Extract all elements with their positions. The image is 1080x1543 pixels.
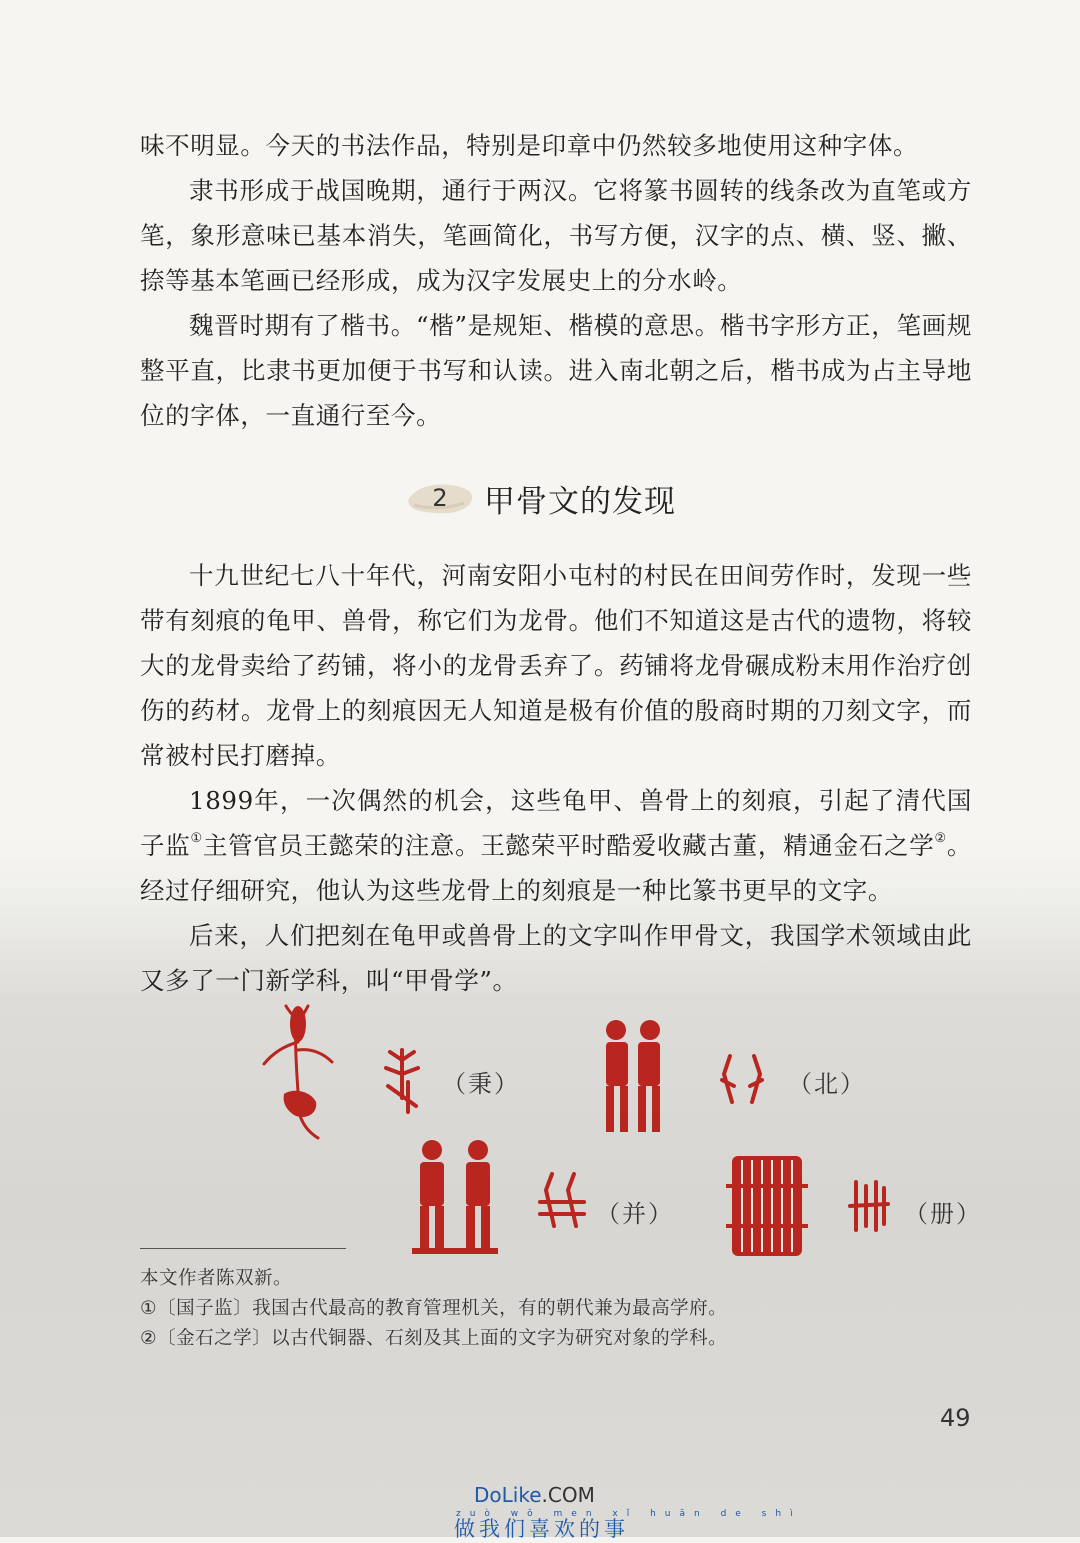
caption-bing: （秉） — [442, 1070, 520, 1098]
oracle-bing-together-icon — [534, 1170, 590, 1230]
footnote-divider — [140, 1248, 346, 1249]
bamboo-slips-bundle-image — [722, 1150, 812, 1262]
section-heading — [404, 468, 676, 528]
oracle-ce-icon — [848, 1178, 890, 1234]
paragraph-kaishu: 魏晋时期有了楷书。“楷”是规矩、楷模的意思。楷书字形方正，笔画规整平直，比隶书更加便于书写和认读。进入南北朝之后，楷书成为占主导地位的字体，一直通行至今。 — [140, 311, 972, 430]
paragraph-1899 — [140, 778, 972, 913]
page-number: 49 — [940, 1404, 971, 1432]
watermark-logo — [474, 1483, 595, 1507]
watermark-pinyin: zuò wǒ men xǐ huān de shì — [456, 1509, 802, 1519]
footnote-ref-1: ① — [190, 831, 203, 846]
watermark-logo-main: DoLike — [474, 1483, 542, 1507]
oracle-bei-icon — [714, 1050, 770, 1110]
two-people-back-to-back-image — [592, 1010, 674, 1140]
oracle-bing-icon — [378, 1046, 426, 1116]
hand-holding-grain-image — [258, 1002, 338, 1142]
text-run: 。经过仔细研究，他认为这些龙骨上的刻痕是一种比篆书更早的文字。 — [140, 831, 972, 905]
paragraph-jiaguxue: 后来，人们把刻在龟甲或兽骨上的文字叫作甲骨文，我国学术领域由此又多了一门新学科，叫“甲骨学”。 — [140, 921, 972, 995]
section-number: 2 — [432, 484, 448, 512]
paragraph-discovery: 十九世纪七八十年代，河南安阳小屯村的村民在田间劳作时，发现一些带有刻痕的龟甲、兽骨，称它们为龙骨。他们不知道这是古代的遗物，将较大的龙骨卖给了药铺，将小的龙骨丢弃了。药铺将龙骨碾成粉末用作治疗创伤的药材。龙骨上的刻痕因无人知道是极有价值的殷商时期的刀刻文字，而常被村民打磨掉。 — [140, 561, 972, 770]
watermark-logo-suffix: .COM — [541, 1483, 595, 1507]
caption-ce: （册） — [904, 1200, 982, 1228]
paragraph-lishu: 隶书形成于战国晚期，通行于两汉。它将篆书圆转的线条改为直笔或方笔，象形意味已基本消失，笔画简化，书写方便，汉字的点、横、竖、撇、捺等基本笔画已经形成，成为汉字发展史上的分水岭。 — [140, 176, 972, 295]
watermark-slogan: 做我们喜欢的事 — [454, 1517, 629, 1541]
caption-bing-together: （并） — [596, 1200, 674, 1228]
footnote-1: ①〔国子监〕我国古代最高的教育管理机关，有的朝代兼为最高学府。 — [140, 1298, 728, 1319]
two-people-side-by-side-image — [406, 1136, 506, 1256]
section-badge — [404, 475, 476, 521]
caption-bei: （北） — [788, 1070, 866, 1098]
paragraph-continued: 味不明显。今天的书法作品，特别是印章中仍然较多地使用这种字体。 — [140, 131, 919, 160]
footnote-author: 本文作者陈双新。 — [140, 1268, 293, 1289]
footnote-ref-2: ② — [934, 831, 947, 846]
text-run: 主管官员王懿荣的注意。王懿荣平时酷爱收藏古董，精通金石之学 — [202, 831, 935, 860]
footnote-2: ②〔金石之学〕以古代铜器、石刻及其上面的文字为研究对象的学科。 — [140, 1328, 728, 1349]
text-run: 1899年，一次偶然的机会，这些龟甲、兽骨上的刻痕，引起了清代国子监 — [140, 786, 972, 860]
section-title: 甲骨文的发现 — [484, 483, 676, 520]
